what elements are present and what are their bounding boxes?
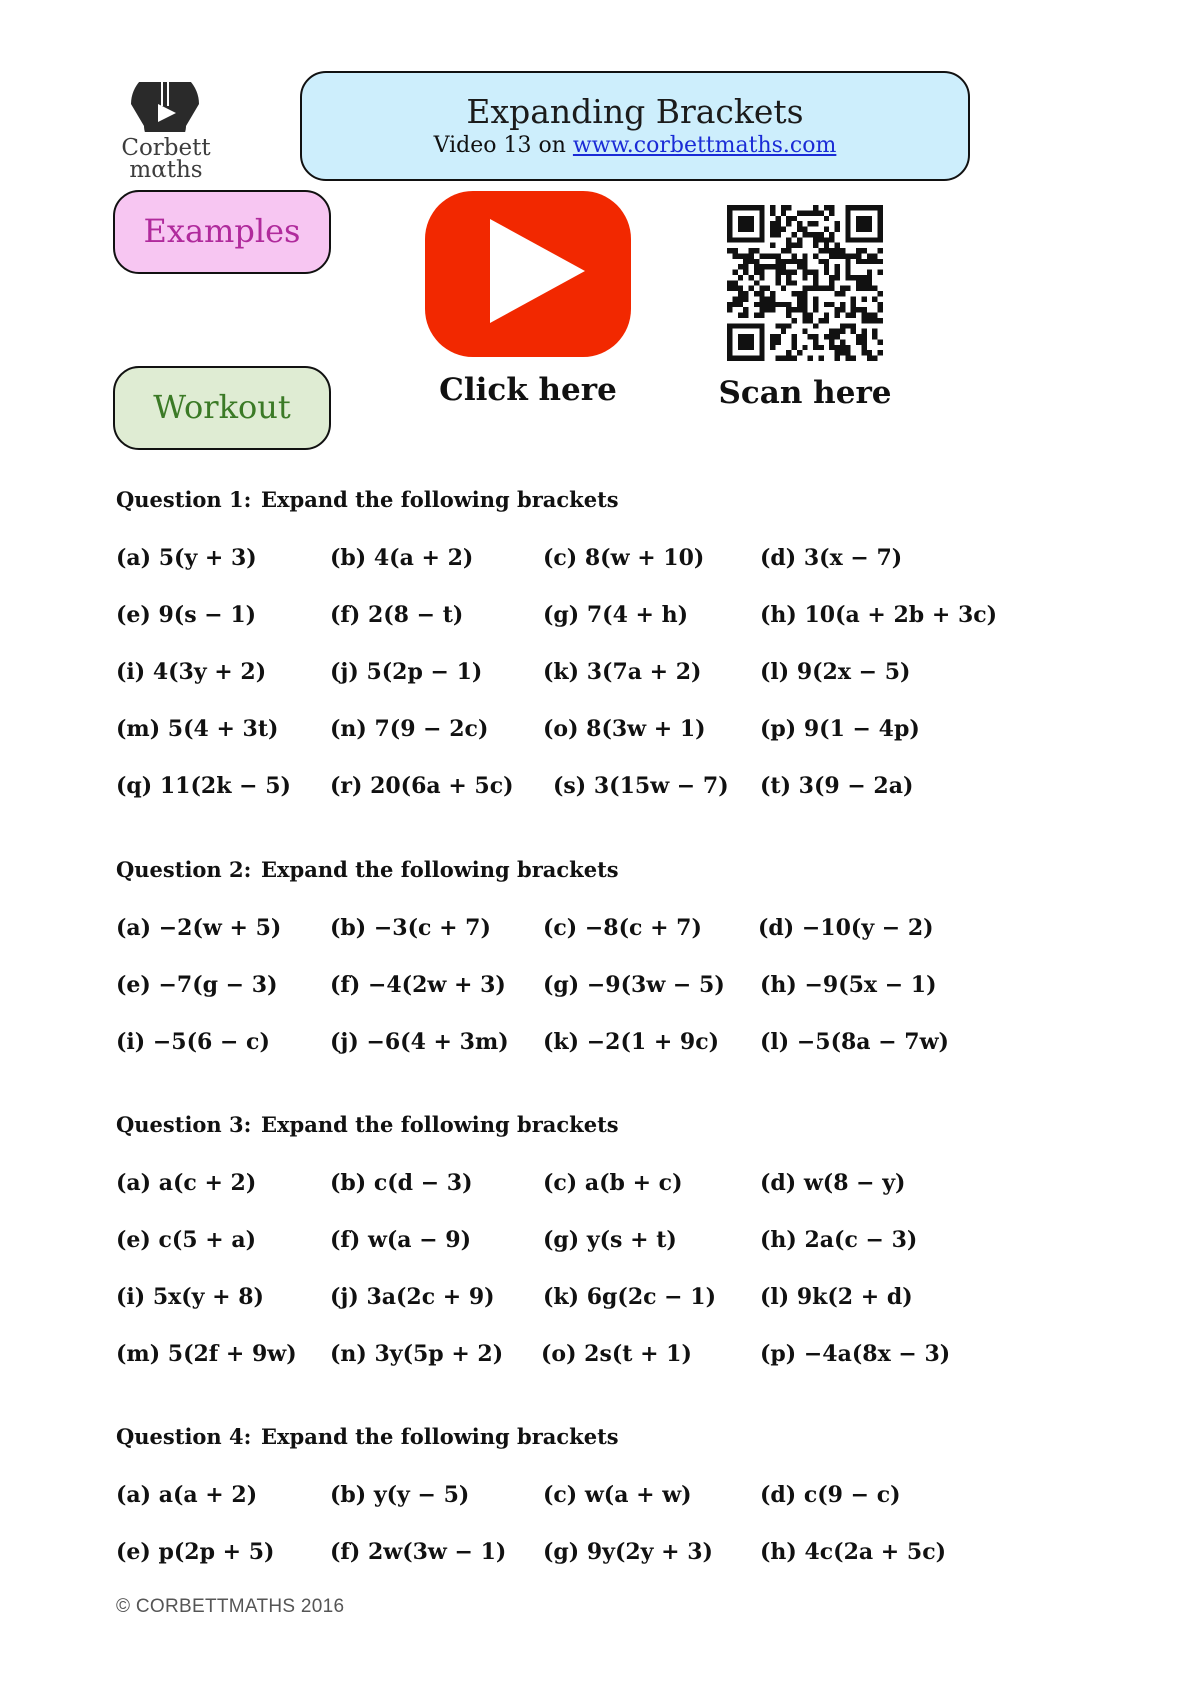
page-title: Expanding Brackets: [466, 92, 804, 131]
question-item: (e) 9(s − 1): [116, 602, 257, 628]
question-item: (k) 6g(2c − 1): [543, 1284, 716, 1310]
question-heading: [116, 487, 619, 512]
question-item: (a) −2(w + 5): [116, 915, 282, 941]
question-number: Question 3:: [116, 1112, 252, 1137]
question-number: Question 2:: [116, 857, 252, 882]
question-instruction: Expand the following brackets: [261, 487, 619, 512]
question-item: (k) 3(7a + 2): [543, 659, 702, 685]
logo-mark-icon: [128, 82, 202, 132]
question-number: Question 1:: [116, 487, 252, 512]
question-item: (d) 3(x − 7): [760, 545, 903, 571]
logo-text-line1: Corbett: [121, 135, 211, 161]
question-item: (g) y(s + t): [543, 1227, 677, 1253]
question-item: (s) 3(15w − 7): [553, 773, 729, 799]
video-line: [302, 133, 968, 159]
question-item: (l) 9(2x − 5): [760, 659, 911, 685]
question-heading: [116, 1112, 619, 1137]
website-link[interactable]: www.corbettmaths.com: [572, 133, 837, 158]
question-item: (i) 4(3y + 2): [116, 659, 267, 685]
question-item: (f) 2w(3w − 1): [330, 1539, 507, 1565]
question-item: (h) 10(a + 2b + 3c): [760, 602, 998, 628]
question-item: (t) 3(9 − 2a): [760, 773, 914, 799]
question-item: (j) −6(4 + 3m): [330, 1029, 509, 1055]
play-video-button[interactable]: [425, 191, 631, 357]
question-item: (e) c(5 + a): [116, 1227, 257, 1253]
workout-button[interactable]: Workout: [113, 366, 331, 450]
question-item: (i) 5x(y + 8): [116, 1284, 264, 1310]
question-item: (o) 2s(t + 1): [541, 1341, 692, 1367]
question-item: (a) a(c + 2): [116, 1170, 257, 1196]
question-item: (p) 9(1 − 4p): [760, 716, 920, 742]
question-item: (a) 5(y + 3): [116, 545, 257, 571]
examples-button[interactable]: Examples: [113, 190, 331, 274]
click-here-label[interactable]: Click here: [439, 372, 617, 408]
question-item: (a) a(a + 2): [116, 1482, 258, 1508]
play-icon: [425, 191, 631, 357]
question-item: (d) w(8 − y): [760, 1170, 906, 1196]
question-item: (l) −5(8a − 7w): [760, 1029, 949, 1055]
question-item: (b) 4(a + 2): [330, 545, 474, 571]
question-item: (h) 4c(2a + 5c): [760, 1539, 947, 1565]
question-item: (d) −10(y − 2): [758, 915, 934, 941]
video-prefix: Video 13 on: [433, 133, 573, 158]
question-instruction: Expand the following brackets: [261, 1112, 619, 1137]
question-item: (c) −8(c + 7): [543, 915, 702, 941]
title-box: [300, 71, 970, 181]
question-item: (c) w(a + w): [543, 1482, 692, 1508]
question-item: (b) y(y − 5): [330, 1482, 470, 1508]
question-number: Question 4:: [116, 1424, 252, 1449]
question-item: (n) 3y(5p + 2): [330, 1341, 504, 1367]
question-item: (o) 8(3w + 1): [543, 716, 706, 742]
question-item: (i) −5(6 − c): [116, 1029, 270, 1055]
question-item: (f) −4(2w + 3): [330, 972, 506, 998]
question-item: (f) w(a − 9): [330, 1227, 472, 1253]
logo-text-line2: mαths: [129, 157, 203, 183]
question-item: (e) p(2p + 5): [116, 1539, 275, 1565]
question-item: (g) 7(4 + h): [543, 602, 689, 628]
question-heading: [116, 857, 619, 882]
question-item: (m) 5(4 + 3t): [116, 716, 279, 742]
question-instruction: Expand the following brackets: [261, 1424, 619, 1449]
question-item: (q) 11(2k − 5): [116, 773, 291, 799]
question-item: (g) 9y(2y + 3): [543, 1539, 713, 1565]
question-item: (r) 20(6a + 5c): [330, 773, 514, 799]
corbettmaths-logo: [116, 82, 216, 182]
question-item: (n) 7(9 − 2c): [330, 716, 489, 742]
question-item: (m) 5(2f + 9w): [116, 1341, 297, 1367]
question-item: (g) −9(3w − 5): [543, 972, 725, 998]
copyright-footer: © CORBETTMATHS 2016: [116, 1596, 345, 1617]
question-item: (h) 2a(c − 3): [760, 1227, 918, 1253]
question-item: (j) 5(2p − 1): [330, 659, 483, 685]
question-item: (b) −3(c + 7): [330, 915, 491, 941]
question-item: (b) c(d − 3): [330, 1170, 473, 1196]
question-item: (k) −2(1 + 9c): [543, 1029, 720, 1055]
question-item: (c) 8(w + 10): [543, 545, 705, 571]
question-item: (l) 9k(2 + d): [760, 1284, 913, 1310]
question-item: (f) 2(8 − t): [330, 602, 464, 628]
question-heading: [116, 1424, 619, 1449]
question-item: (j) 3a(2c + 9): [330, 1284, 495, 1310]
question-item: (e) −7(g − 3): [116, 972, 278, 998]
scan-here-label: Scan here: [718, 375, 892, 411]
question-item: (d) c(9 − c): [760, 1482, 901, 1508]
qr-code-icon[interactable]: [727, 205, 883, 361]
question-instruction: Expand the following brackets: [261, 857, 619, 882]
question-item: (c) a(b + c): [543, 1170, 683, 1196]
question-item: (h) −9(5x − 1): [760, 972, 937, 998]
question-item: (p) −4a(8x − 3): [760, 1341, 951, 1367]
